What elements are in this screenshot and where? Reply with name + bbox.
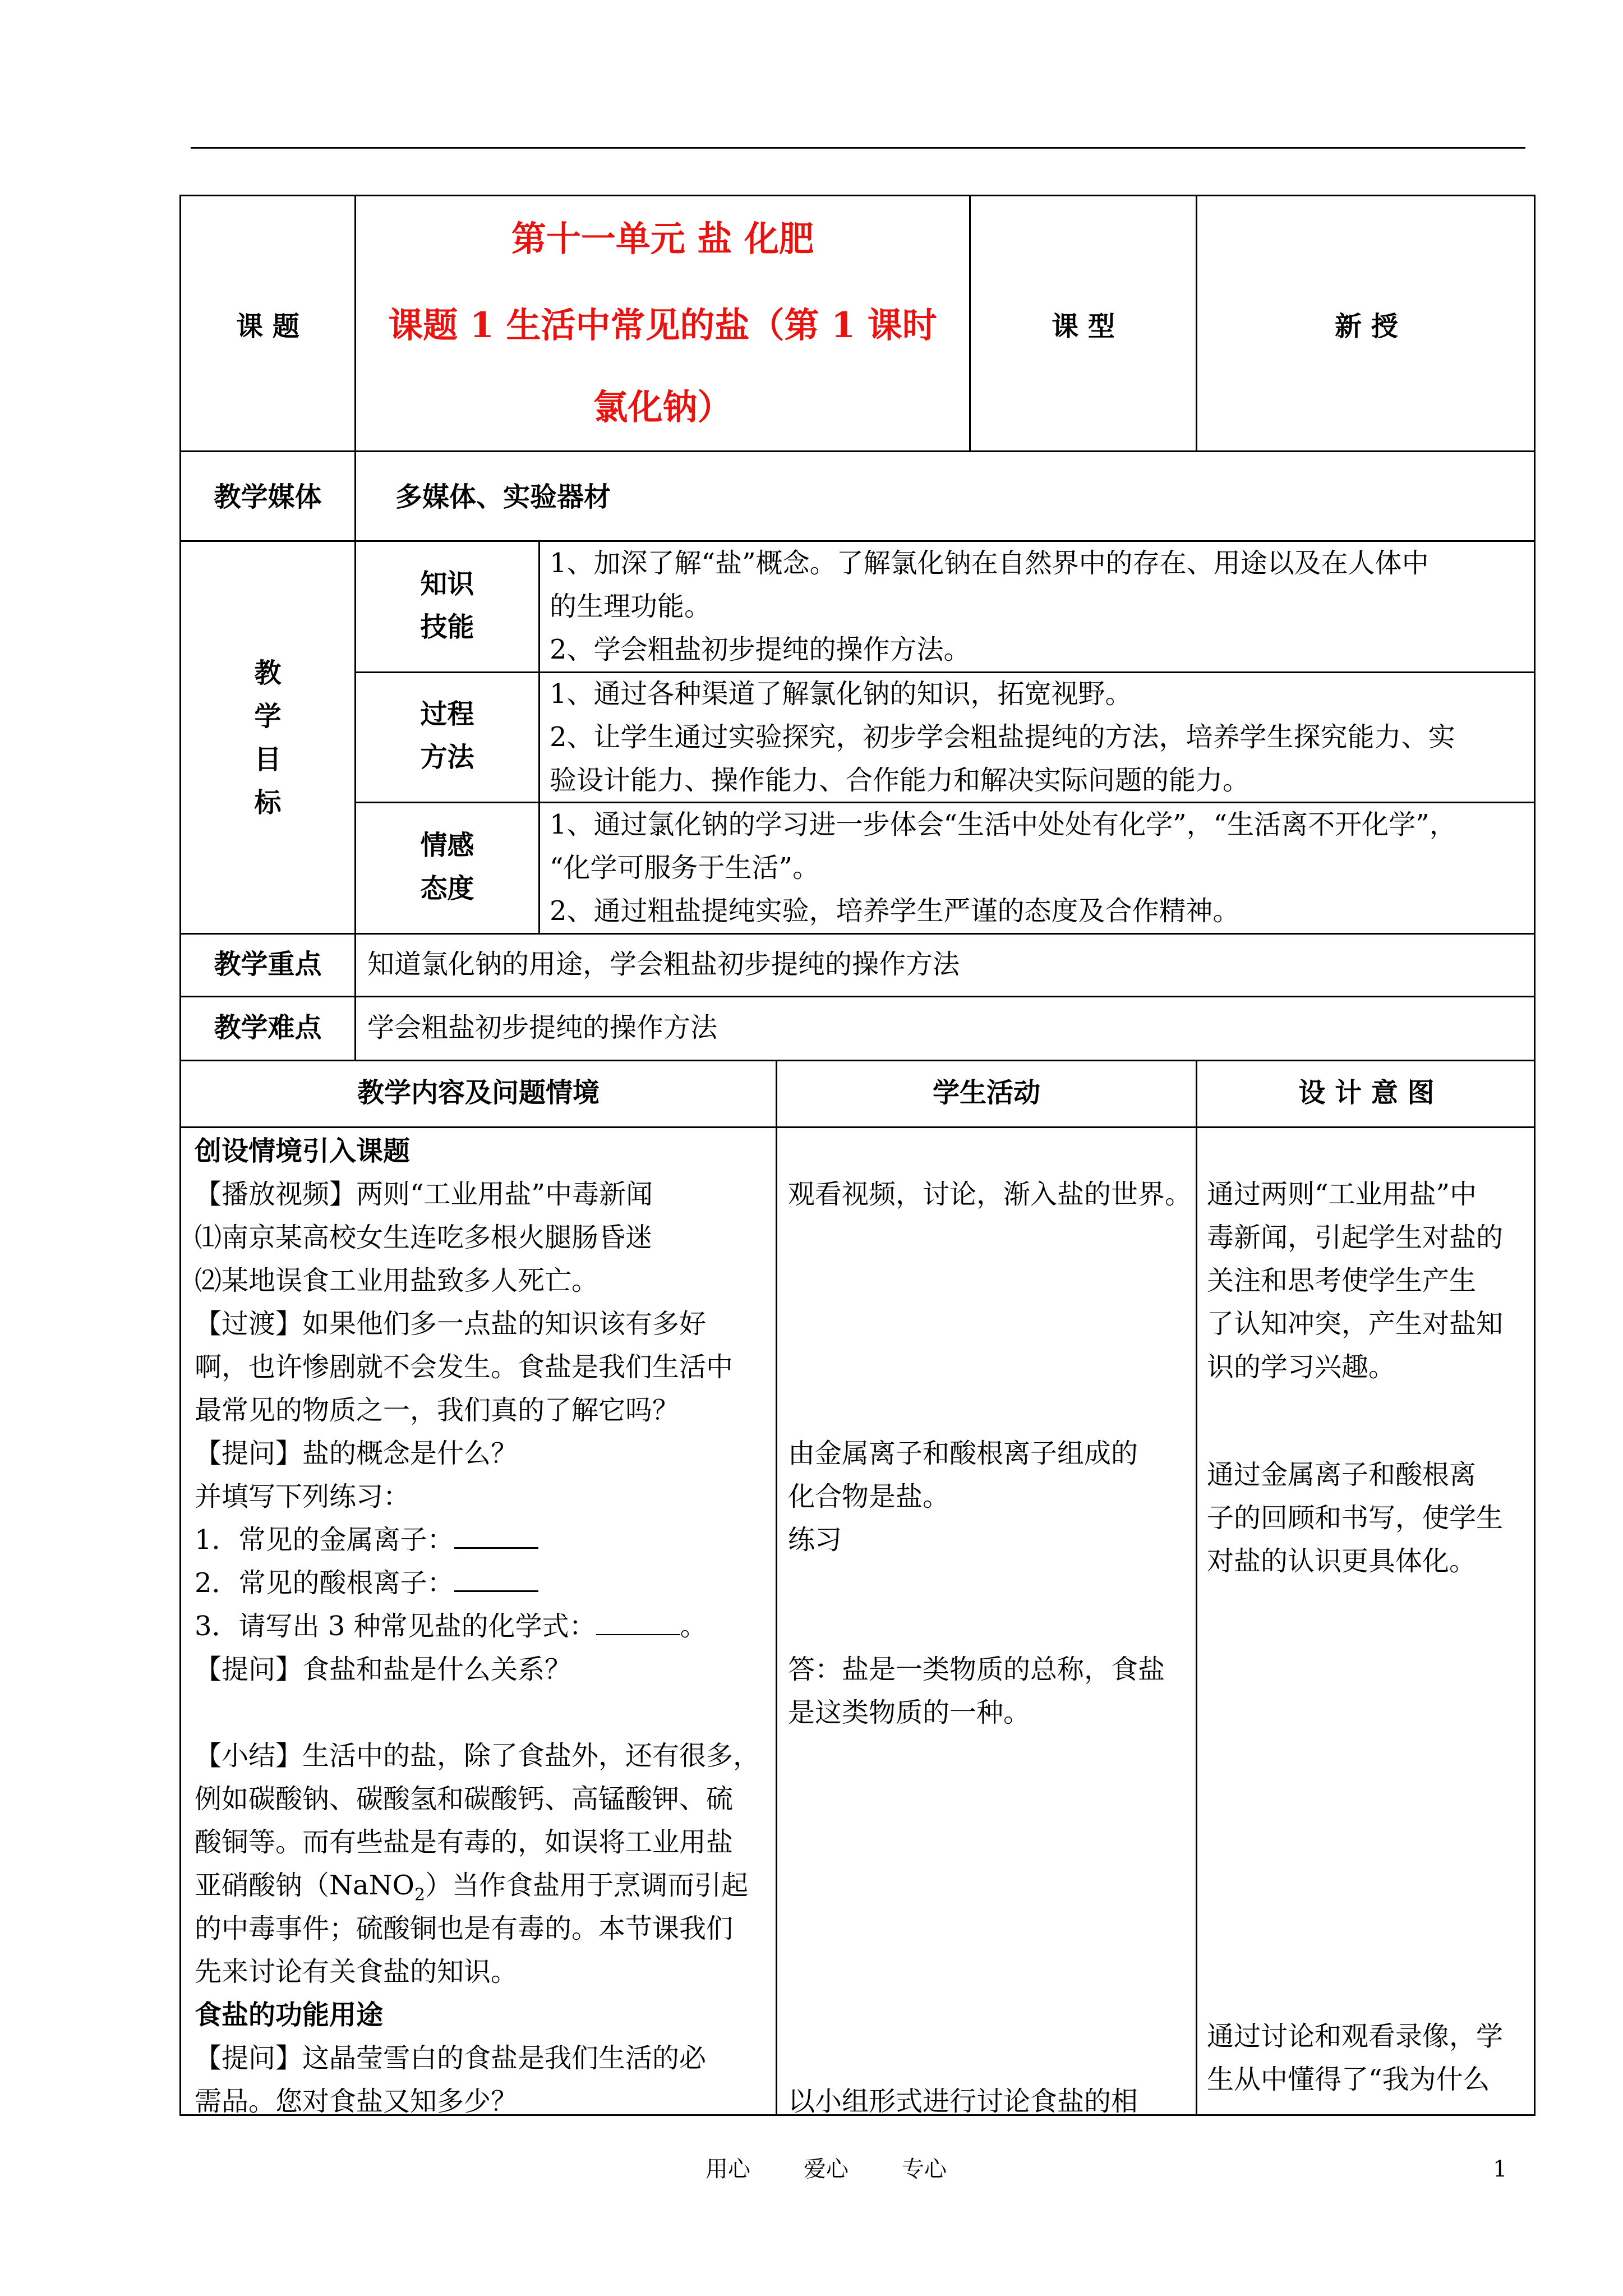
exercise-line <box>195 1605 707 1648</box>
footer-motto: 专心 <box>902 2156 947 2182</box>
lesson-title-line1: 第十一单元 盐 化肥 <box>511 218 814 259</box>
content-line: 需品。您对食盐又知多少？ <box>195 2086 518 2117</box>
footer-motto: 用心 <box>706 2156 750 2182</box>
intent-line: 通过两则“工业用盐”中 <box>1207 1179 1477 1210</box>
column-header-activity: 学生活动 <box>932 1077 1040 1108</box>
activity-line: 以小组形式进行讨论食盐的相 <box>788 2086 1138 2117</box>
column-header-intent: 设 计 意 图 <box>1298 1077 1435 1108</box>
lesson-type-label: 课 型 <box>1052 311 1115 342</box>
intent-line: 关注和思考使学生产生 <box>1207 1265 1477 1296</box>
objective-line: 2、通过粗盐提纯实验，培养学生严谨的态度及合作精神。 <box>550 895 1240 927</box>
column-divider <box>1196 1060 1197 2116</box>
content-line: 的中毒事件；硫酸铜也是有毒的。本节课我们 <box>195 1913 734 1944</box>
lesson-type-value: 新 授 <box>1335 311 1398 342</box>
objective-line: 1、通过各种渠道了解氯化钠的知识，拓宽视野。 <box>550 678 1132 710</box>
activity-line: 答：盐是一类物质的总称，食盐 <box>788 1654 1165 1685</box>
activity-line: 是这类物质的一种。 <box>788 1697 1031 1728</box>
content-line: 【提问】盐的概念是什么？ <box>195 1438 518 1469</box>
content-line: 【播放视频】两则“工业用盐”中毒新闻 <box>195 1179 653 1210</box>
intent-line: 通过讨论和观看录像，学 <box>1207 2021 1504 2052</box>
row-divider <box>179 996 1536 997</box>
process-label: 方法 <box>420 742 474 773</box>
section-title: 创设情境引入课题 <box>195 1135 411 1167</box>
content-line: 例如碳酸钠、碳酸氢和碳酸钙、高锰酸钾、硫 <box>195 1783 734 1815</box>
exercise-text: 2．常见的酸根离子： <box>195 1567 454 1599</box>
intent-line: 了认知冲突，产生对盐知 <box>1207 1308 1504 1340</box>
objective-line: 的生理功能。 <box>550 591 712 622</box>
activity-line: 观看视频，讨论，渐入盐的世界。 <box>788 1179 1192 1210</box>
footer-motto: 爱心 <box>804 2156 849 2182</box>
intent-line: 通过金属离子和酸根离 <box>1207 1459 1477 1490</box>
objectives-label-char: 教 <box>254 657 282 689</box>
row-divider <box>179 1126 1536 1128</box>
key-point-value: 知道氯化钠的用途，学会粗盐初步提纯的操作方法 <box>367 949 960 980</box>
media-value: 多媒体、实验器材 <box>395 481 611 513</box>
content-line: 先来讨论有关食盐的知识。 <box>195 1956 518 1987</box>
knowledge-label: 技能 <box>420 611 474 643</box>
process-label: 过程 <box>420 698 474 730</box>
objective-line: 1、加深了解“盐”概念。了解氯化钠在自然界中的存在、用途以及在人体中 <box>550 547 1429 579</box>
topic-label: 课 题 <box>236 311 299 342</box>
content-line: 最常见的物质之一，我们真的了解它吗？ <box>195 1395 680 1426</box>
page-number: 1 <box>1493 2156 1507 2182</box>
knowledge-label: 知识 <box>420 568 474 600</box>
objective-line: 2、学会粗盐初步提纯的操作方法。 <box>550 634 971 665</box>
objectives-label-char: 学 <box>254 701 282 732</box>
content-line: 酸铜等。而有些盐是有毒的，如误将工业用盐 <box>195 1826 734 1858</box>
formula-subscript: 2 <box>414 1885 426 1905</box>
key-point-label: 教学重点 <box>214 949 322 980</box>
lesson-title-line3: 氯化钠） <box>593 386 732 427</box>
row-divider <box>179 933 1536 935</box>
objective-line: 2、让学生通过实验探究，初步学会粗盐提纯的方法，培养学生探究能力、实 <box>550 721 1455 753</box>
difficulty-value: 学会粗盐初步提纯的操作方法 <box>367 1012 718 1043</box>
objectives-label-char: 目 <box>254 744 282 775</box>
content-line: 【过渡】如果他们多一点盐的知识该有多好 <box>195 1308 707 1340</box>
section-title: 食盐的功能用途 <box>195 1999 384 2031</box>
formula-text: 亚硝酸钠（NaNO <box>195 1870 414 1901</box>
exercise-end: 。 <box>680 1611 707 1642</box>
content-line: 啊，也许惨剧就不会发生。食盐是我们生活中 <box>195 1351 734 1383</box>
intent-line: 毒新闻，引起学生对盐的 <box>1207 1222 1504 1253</box>
media-label: 教学媒体 <box>214 481 322 513</box>
intent-line: 子的回顾和书写，使学生 <box>1207 1502 1504 1534</box>
intent-line: 对盐的认识更具体化。 <box>1207 1545 1477 1577</box>
column-divider <box>538 540 540 933</box>
lesson-title-line2: 课题 1 生活中常见的盐（第 1 课时 <box>388 305 937 346</box>
content-line: 【提问】食盐和盐是什么关系？ <box>195 1654 572 1685</box>
objective-line: “化学可服务于生活”。 <box>550 852 820 884</box>
content-line: 【提问】这晶莹雪白的食盐是我们生活的必 <box>195 2042 707 2074</box>
content-line: 【小结】生活中的盐，除了食盐外，还有很多， <box>195 1740 760 1772</box>
activity-line: 化合物是盐。 <box>788 1481 950 1512</box>
answer-blank[interactable] <box>454 1521 538 1549</box>
difficulty-label: 教学难点 <box>214 1012 322 1043</box>
intent-line: 生从中懂得了“我为什么 <box>1207 2064 1490 2095</box>
row-divider <box>179 1060 1536 1061</box>
emotion-label: 态度 <box>420 873 474 904</box>
activity-line: 由金属离子和酸根离子组成的 <box>788 1438 1138 1469</box>
exercise-line <box>195 1519 538 1562</box>
row-divider <box>179 450 1536 452</box>
emotion-label: 情感 <box>420 830 474 861</box>
objective-line: 验设计能力、操作能力、合作能力和解决实际问题的能力。 <box>550 765 1250 796</box>
content-line: 并填写下列练习： <box>195 1481 411 1512</box>
intent-line: 识的学习兴趣。 <box>1207 1351 1396 1383</box>
content-line: ⑴南京某高校女生连吃多根火腿肠昏迷 <box>195 1222 653 1253</box>
content-line: ⑵某地误食工业用盐致多人死亡。 <box>195 1265 599 1296</box>
answer-blank[interactable] <box>596 1608 680 1635</box>
exercise-text: 3．请写出 3 种常见盐的化学式： <box>195 1611 596 1642</box>
column-header-content: 教学内容及问题情境 <box>357 1077 600 1108</box>
objectives-label-char: 标 <box>254 787 282 818</box>
activity-line: 练习 <box>788 1524 842 1556</box>
header-rule <box>191 147 1525 149</box>
answer-blank[interactable] <box>454 1565 538 1592</box>
objective-line: 1、通过氯化钠的学习进一步体会“生活中处处有化学”，“生活离不开化学”， <box>550 809 1456 840</box>
column-divider <box>776 1060 777 2116</box>
exercise-text: 1．常见的金属离子： <box>195 1524 454 1556</box>
exercise-line <box>195 1562 538 1605</box>
formula-text-tail: ）当作食盐用于烹调而引起 <box>425 1870 749 1901</box>
